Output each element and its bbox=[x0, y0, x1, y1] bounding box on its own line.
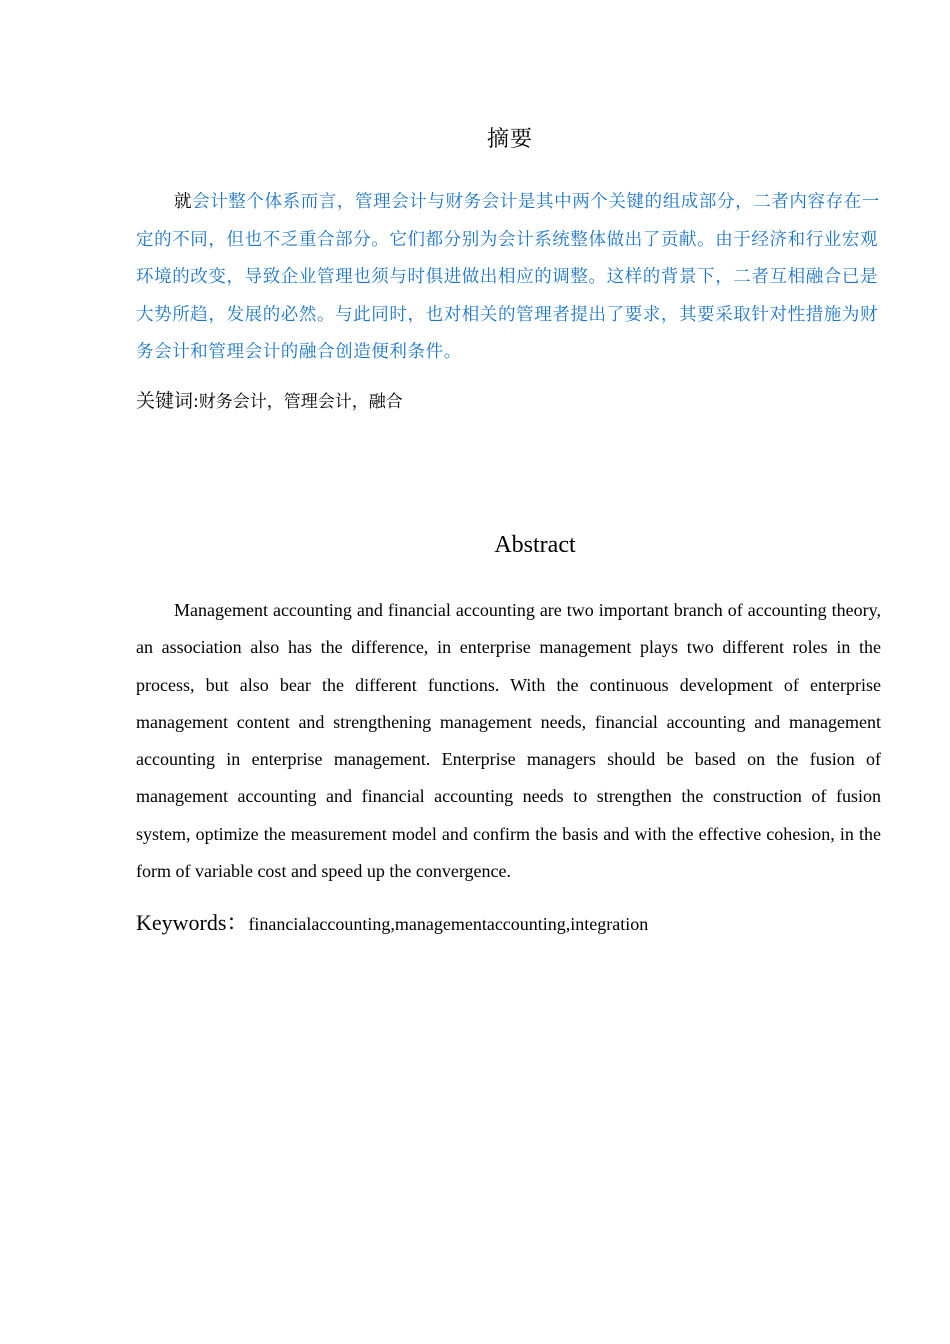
chinese-keywords-list: 财务会计，管理会计，融合 bbox=[198, 392, 403, 412]
chinese-keywords-label: 关键词 bbox=[136, 390, 194, 412]
english-keywords-label: Keywords： bbox=[136, 910, 249, 935]
english-keywords-list: financialaccounting,managementaccounting,integration bbox=[248, 914, 649, 934]
chinese-abstract-title: 摘要 bbox=[486, 127, 533, 152]
english-abstract-paragraph: Management accounting and financial accounting are two important branch of accounting theory, an association also has the difference, in enterprise management plays two different roles in the process, but also bear the different functions. With the continuous development of enterprise management content and strengthening management needs, financial accounting and management accounting in enterprise management. Enterprise managers should be based on the fusion of management accounting and financial accounting needs to strengthen the construction of fusion system, optimize the measurement model and confirm the basis and with the effective cohesion, in the form of variable cost and speed up the convergence. bbox=[136, 600, 881, 882]
chinese-abstract-lead: 就 bbox=[174, 192, 193, 212]
english-abstract-title: Abstract bbox=[494, 532, 576, 558]
chinese-abstract-body: 会计整个体系而言，管理会计与财务会计是其中两个关键的组成部分，二者内容存在一定的不同，但也不乏重合部分。它们都分别为会计系统整体做出了贡献。由于经济和行业宏观环境的改变，导致企业管理也须与时俱进做出相应的调整。这样的背景下，二者互相融合已是大势所趋，发展的必然。与此同时，也对相关的管理者提出了要求，其要采取针对性措施为财务会计和管理会计的融合创造便利条件。 bbox=[136, 192, 880, 362]
chinese-keywords-separator: : bbox=[193, 392, 199, 412]
chinese-abstract-paragraph bbox=[136, 184, 886, 372]
english-keywords-line bbox=[136, 906, 648, 937]
chinese-keywords-line bbox=[136, 386, 403, 413]
